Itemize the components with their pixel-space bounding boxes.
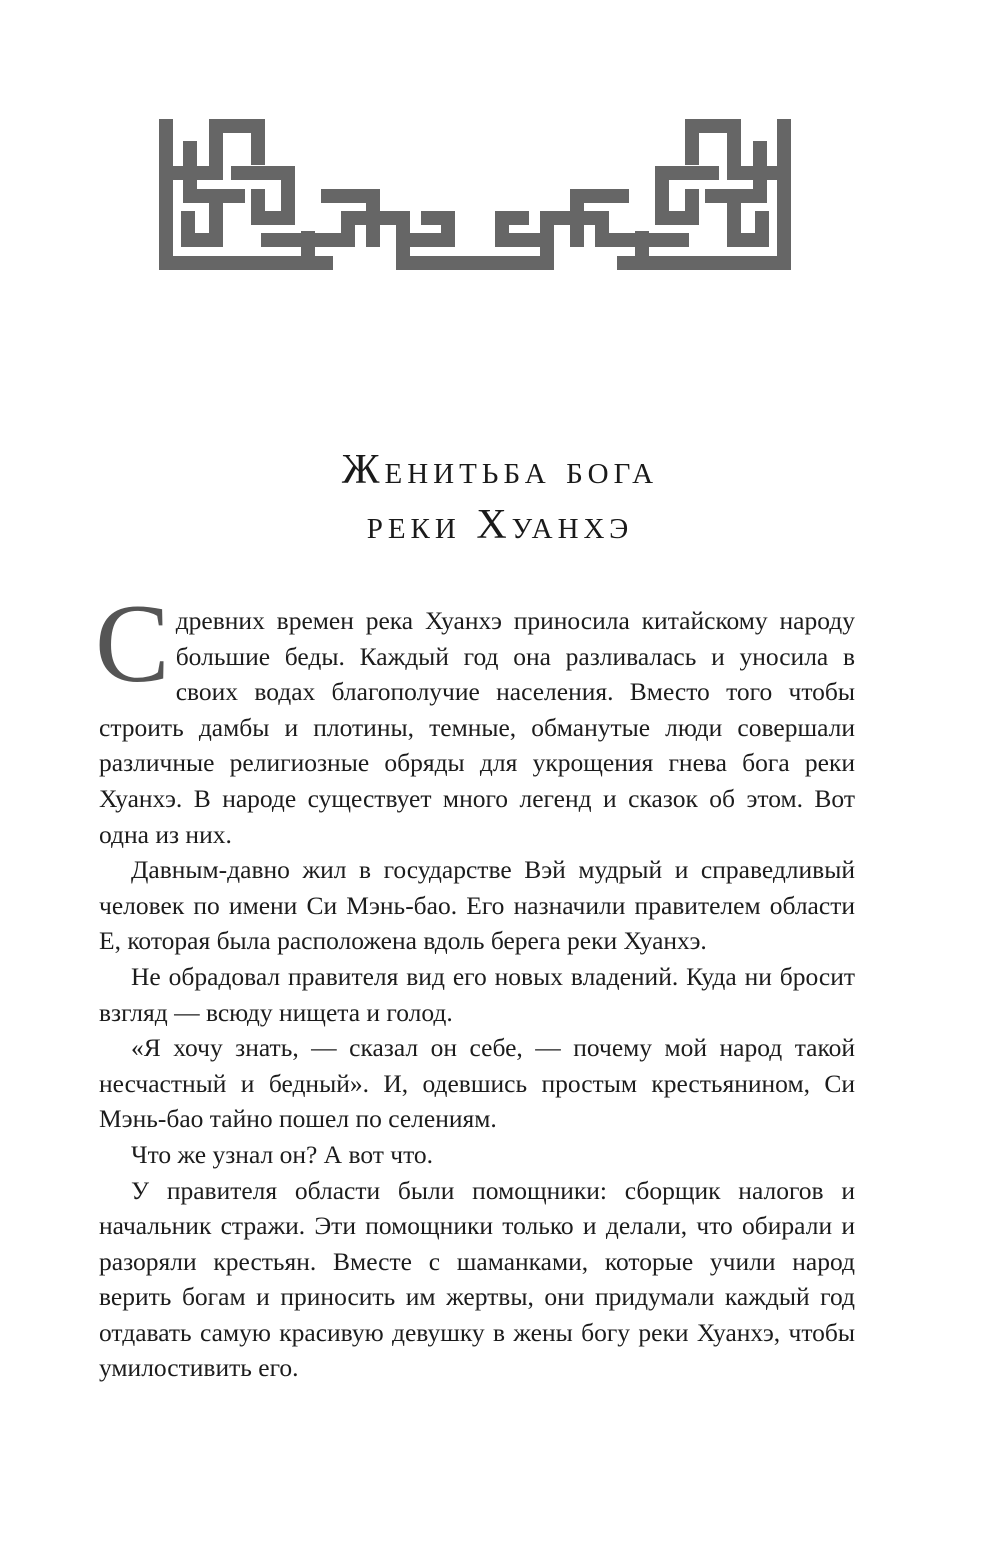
paragraph-5: Что же узнал он? А вот что. bbox=[131, 1139, 434, 1169]
drop-cap: С bbox=[95, 582, 170, 706]
paragraph-2: Давным-давно жил в государстве Вэй мудрый и справедливый человек по имени Си Мэнь-бао. Его назначили правителем области Е, которая была расположена вдоль берега реки Хуанхэ. bbox=[99, 855, 855, 956]
paragraph-3: Не обрадовал правителя вид его новых владений. Куда ни бросит взгляд — всюду нищета и голод. bbox=[99, 961, 855, 1027]
paragraph-1-text: древних времен река Хуанхэ приносила китайскому народу большие беды. Каждый год она разливалась и уносила в своих водах благополучие населения. Вместо того чтобы строить дамбы и плотины, темные, обманутые люди совершали различные религиозные обряды для укрощения гнева бога реки Хуанхэ. В народе существует много легенд и сказок об этом. Вот одна из них. bbox=[99, 606, 855, 849]
paragraph-4: «Я хочу знать, — сказал он себе, — почему мой народ такой несчастный и бедный». И, одевшись простым крестьянином, Си Мэнь-бао тайно пошел по селениям. bbox=[99, 1033, 855, 1134]
chapter-body bbox=[95, 582, 855, 1386]
paragraph-1 bbox=[95, 582, 855, 852]
meander-ornament-icon bbox=[158, 118, 792, 270]
chapter-title-line-1: Женитьба бога bbox=[341, 447, 659, 493]
paragraph-6: У правителя области были помощники: сборщик налогов и начальник стражи. Эти помощники только и делали, что обирали и разоряли крестьян. Вместе с шаманками, которые учили народ верить богам и приносить им жертвы, они придумали каждый год отдавать самую красивую девушку в жены богу реки Хуанхэ, чтобы умилостивить его. bbox=[99, 1175, 855, 1383]
chapter-title-line-2: реки Хуанхэ bbox=[366, 502, 634, 548]
